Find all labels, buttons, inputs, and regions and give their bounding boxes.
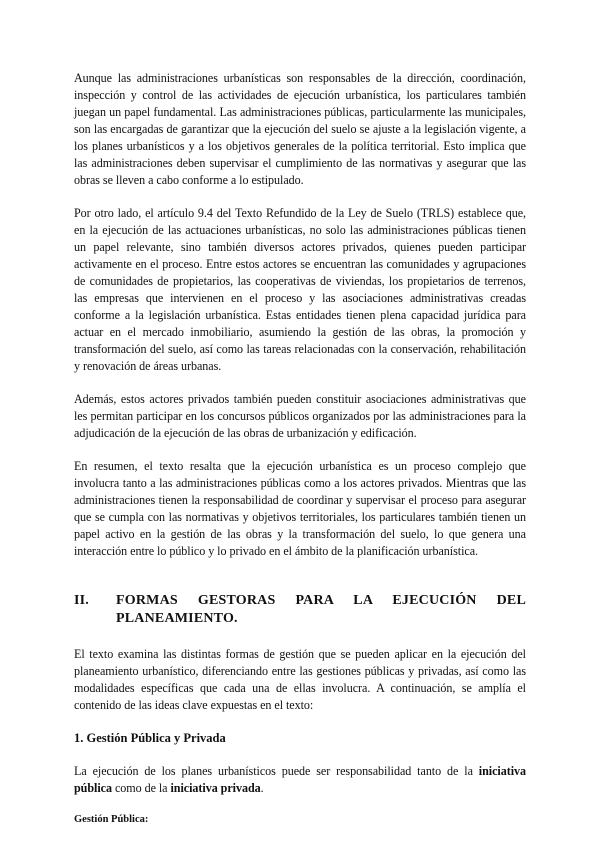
iniciativa-text-mid: como de la — [111, 781, 171, 795]
paragraph-articulo-9-4: Por otro lado, el artículo 9.4 del Texto Refundido de la Ley de Suelo (TRLS) establece que, en la ejecución de las actuaciones urbanísticas, no solo las administraciones públicas tienen un papel relevante, sino también diversos actores privados, quienes pueden participar activamente en el proceso. Entre estos actores se encuentran las comunidades y agrupaciones de comunidades de propietarios, las cooperativas de viviendas, los propietarios de terrenos, las empresas que intervienen en el proceso y las asociaciones administrativas creadas conforme a la legislación urbanística. Estas entidades tienen plena capacidad jurídica para actuar en el mercado inmobiliario, asumiendo la gestión de las obras, la promoción y transformación del suelo, así como las tareas relacionadas con la conservación, rehabilitación y renovación de áreas urbanas. — [74, 206, 526, 373]
paragraph-iniciativa — [74, 763, 526, 797]
paragraph-formas-gestion: El texto examina las distintas formas de gestión que se pueden aplicar en la ejecución del planeamiento urbanístico, diferenciando entre las gestiones públicas y privadas, así como las modalidades específicas que cada una de ellas involucra. A continuación, se amplía el contenido de las ideas clave expuestas en el texto: — [74, 647, 526, 712]
section-heading — [74, 592, 526, 628]
section-title: FORMAS GESTORAS PARA LA EJECUCIÓN DEL PLANEAMIENTO. — [116, 593, 526, 626]
document-body — [74, 70, 526, 827]
subsection-heading: 1. Gestión Pública y Privada — [74, 731, 226, 745]
iniciativa-text-start: La ejecución de los planes urbanísticos puede ser responsabilidad tanto de la — [74, 764, 479, 778]
paragraph-administraciones: Aunque las administraciones urbanísticas son responsables de la dirección, coordinación, inspección y control de las actividades de ejecución urbanística, los particulares también juegan un papel fundamental. Las administraciones públicas, particularmente las municipales, son las encargadas de garantizar que la ejecución del suelo se ajuste a la legislación vigente, a los planes urbanísticos y a los objetivos generales de la política territorial. Esto implica que las administraciones deben supervisar el cumplimiento de las normativas y asegurar que las obras se lleven a cabo conforme a lo estipulado. — [74, 71, 526, 187]
iniciativa-privada: iniciativa privada — [170, 781, 261, 795]
paragraph-resumen: En resumen, el texto resalta que la ejecución urbanística es un proceso complejo que involucra tanto a las administraciones públicas como a los actores privados. Mientras que las administraciones tienen la responsabilidad de coordinar y supervisar el proceso para asegurar que se cumpla con las normativas y objetivos territoriales, los particulares también tienen un papel activo en la gestión de las obras y la transformación del suelo, lo que genera una interacción entre lo público y lo privado en el ámbito de la planificación urbanística. — [74, 459, 526, 558]
paragraph-asociaciones: Además, estos actores privados también pueden constituir asociaciones administrativas que les permitan participar en los concursos públicos organizados por las administraciones para la adjudicación de la ejecución de las obras de urbanización y edificación. — [74, 392, 526, 440]
iniciativa-text-end: . — [260, 781, 264, 795]
subsubsection-heading: Gestión Pública: — [74, 814, 149, 825]
iniciativa-publica: iniciativa pública — [74, 764, 526, 795]
section-number: II. — [74, 593, 89, 608]
